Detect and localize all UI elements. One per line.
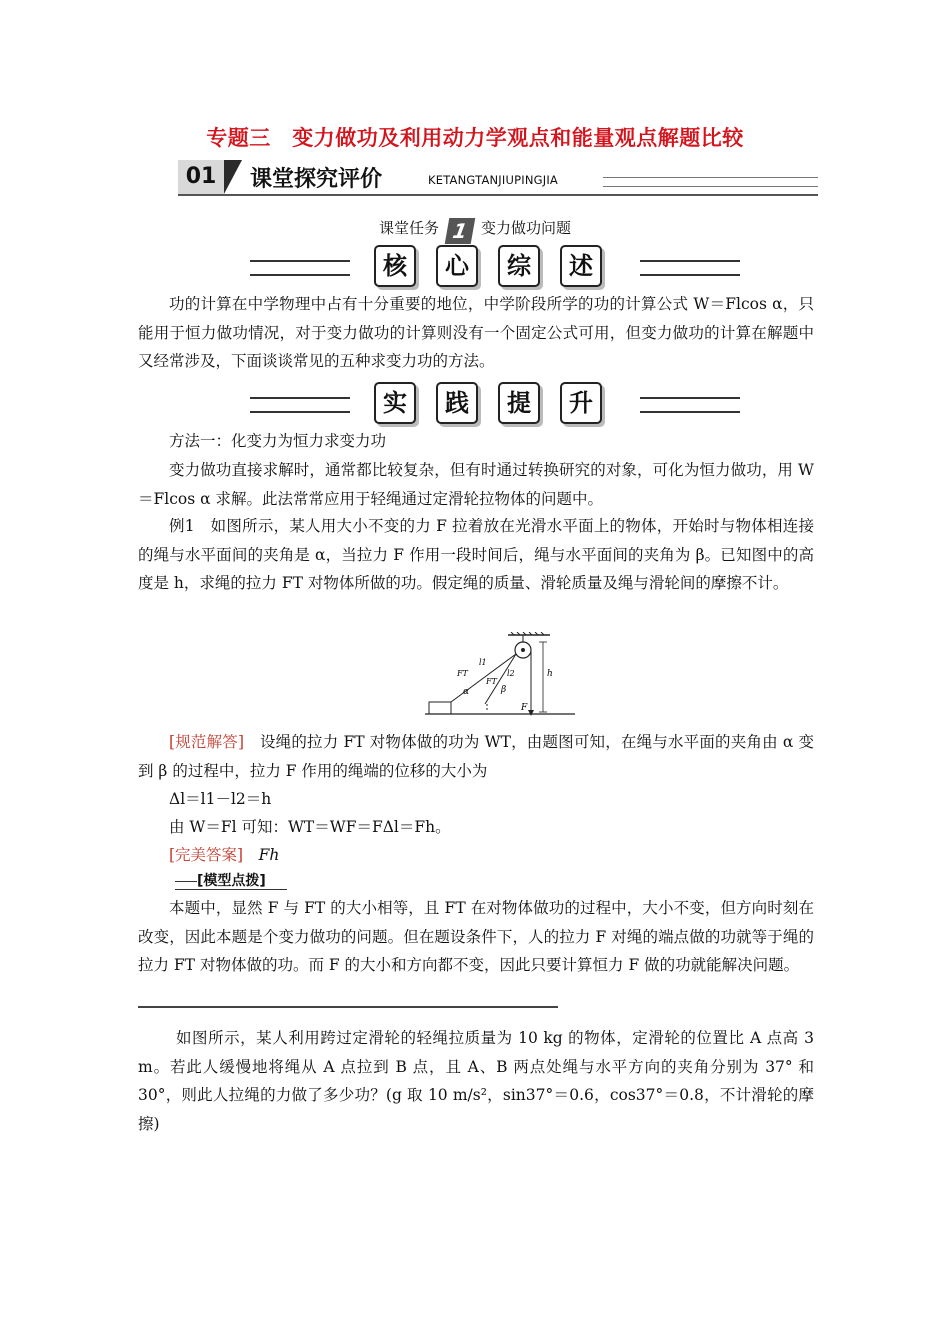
label-beta: β (501, 685, 507, 695)
method1-text: 变力做功直接求解时，通常都比较复杂，但有时通过转换研究的对象，可化为恒力做功，用 W＝Flcos α 求解。此法常常应用于轻绳通过定滑轮拉物体的问题中。 (138, 461, 814, 508)
banner-underline (178, 194, 818, 196)
separator-line (138, 1006, 558, 1008)
method1-title: 方法一：化变力为恒力求变力功 (169, 432, 387, 450)
equation-1: Δl＝l1－l2＝h (169, 790, 272, 808)
heading-rule-left (250, 260, 350, 276)
heading-char: 提 (498, 382, 540, 424)
tip-text: 本题中，显然 F 与 FT 的大小相等，且 FT 在对物体做功的过程中，大小不变，但方向时刻在改变，因此本题是个变力做功的问题。但在题设条件下，人的拉力 F 对绳的端点做的功就等于绳的拉力 FT 对物体做的功。而 F 的大小和方向都不变，因此只要计算恒力 F 做的功就能解决问题。 (138, 899, 814, 974)
solution-label: [规范解答] (169, 733, 245, 751)
banner-number: 01 (178, 160, 224, 194)
heading-char: 升 (560, 382, 602, 424)
tip-label: [模型点拨] (197, 873, 266, 889)
task-name: 变力做功问题 (481, 219, 572, 237)
solution-paragraph (138, 728, 814, 785)
equation-2: 由 W＝Fl 可知：WT＝WF＝FΔl＝Fh。 (169, 818, 451, 836)
solution-text: 设绳的拉力 FT 对物体做的功为 WT，由题图可知，在绳与水平面的夹角由 α 变到 β 的过程中，拉力 F 作用的绳端的位移的大小为 (138, 733, 814, 780)
page-title: 专题三 变力做功及利用动力学观点和能量观点解题比较 (206, 126, 744, 150)
practice-problem: 如图所示，某人利用跨过定滑轮的轻绳拉质量为 10 kg 的物体，定滑轮的位置比 A 点高 3 m。若此人缓慢地将绳从 A 点拉到 B 点，且 A、B 两点处绳与水平方向的夹角分别为 37° 和 30°，则此人拉绳的力做了多少功？(g 取 10 m/s²，sin37°＝0.6，cos37°＝0.8，不计滑轮的摩擦) (138, 1029, 814, 1133)
tip-heading (175, 870, 315, 890)
banner-rule (603, 177, 818, 187)
banner-title: 课堂探究评价 (250, 167, 383, 192)
heading-char: 核 (374, 245, 416, 287)
heading-char: 实 (374, 382, 416, 424)
heading-rule-right (640, 397, 740, 413)
task-prefix: 课堂任务 (378, 219, 439, 237)
answer-value: Fh (258, 846, 280, 864)
label-ft1: FT (457, 669, 468, 678)
heading-char: 综 (498, 245, 540, 287)
label-f: F (521, 703, 528, 713)
task-heading (0, 217, 950, 244)
heading-char: 述 (560, 245, 602, 287)
label-l2: l2 (507, 669, 515, 678)
section-heading-core (250, 243, 740, 293)
label-ft2: FT (486, 677, 497, 686)
example1-text: 例1 如图所示，某人用大小不变的力 F 拉着放在光滑水平面上的物体，开始时与物体相连接的绳与水平面间的夹角是 α，当拉力 F 作用一段时间后，绳与水平面间的夹角为 β。已知图中的高度是 h，求绳的拉力 FT 对物体所做的功。假定绳的质量、滑轮质量及绳与滑轮间的摩擦不计。 (138, 517, 814, 592)
label-l1: l1 (479, 658, 487, 667)
pulley-figure (425, 632, 575, 718)
intro-paragraph: 功的计算在中学物理中占有十分重要的地位，中学阶段所学的功的计算公式 W＝Flcos α，只能用于恒力做功情况，对于变力做功的计算则没有一个固定公式可用，但变力做功的计算在解题中又经常涉及，下面谈谈常见的五种求变力功的方法。 (138, 295, 814, 370)
section-heading-practice (250, 380, 740, 430)
label-h: h (547, 669, 553, 679)
heading-char: 心 (436, 245, 478, 287)
task-number-badge: 1 (445, 218, 476, 244)
answer-line (138, 841, 814, 870)
heading-rule-right (640, 260, 740, 276)
section-banner (178, 160, 818, 194)
banner-pinyin: KETANGTANJIUPINGJIA (428, 173, 559, 187)
banner-arrow-icon (224, 160, 242, 194)
label-alpha: α (463, 687, 470, 697)
heading-rule-left (250, 397, 350, 413)
heading-char: 践 (436, 382, 478, 424)
answer-label: [完美答案] (169, 846, 244, 864)
